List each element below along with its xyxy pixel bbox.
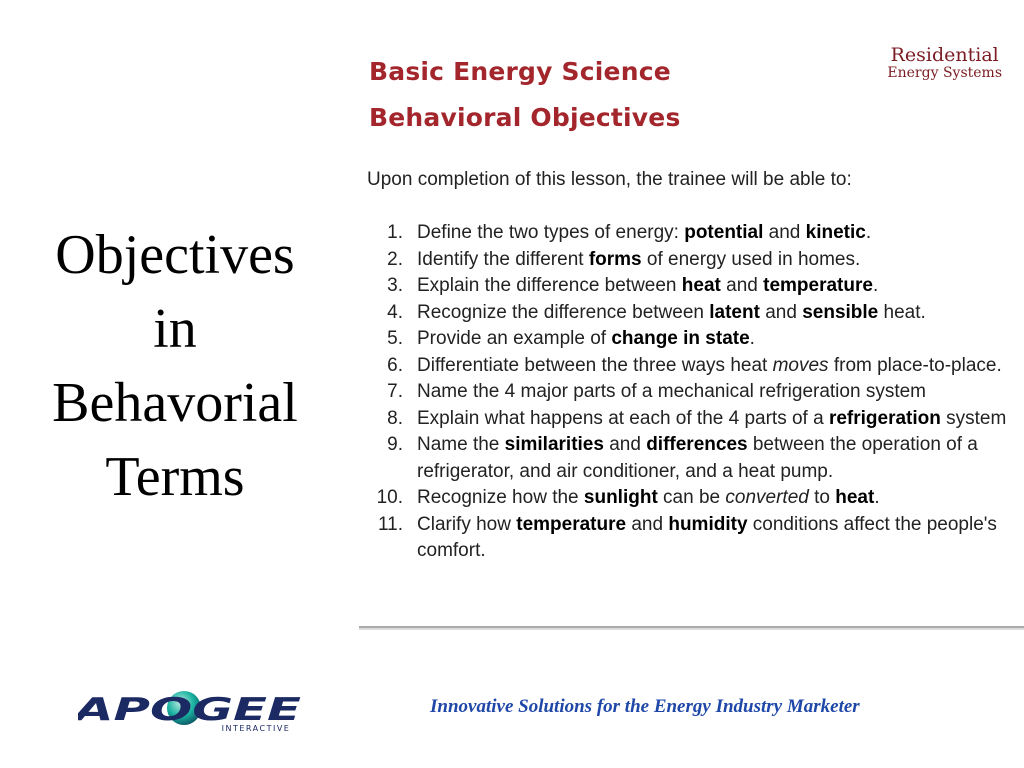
objective-item bbox=[359, 379, 1009, 406]
objective-keyword: differences bbox=[646, 434, 748, 455]
panel-divider-shadow bbox=[359, 628, 1024, 630]
intro-text: Upon completion of this lesson, the trainee will be able to: bbox=[367, 169, 852, 190]
slide-title-line: Behavorial bbox=[52, 372, 298, 434]
objective-number: 6. bbox=[387, 354, 403, 376]
objective-keyword: refrigeration bbox=[828, 407, 941, 429]
objective-text: between the operation of a refrigerator, and air conditioner, and a heat pump. bbox=[417, 434, 978, 482]
panel-title-line2: Behavioral Objectives bbox=[369, 103, 681, 132]
objective-text: and bbox=[763, 222, 806, 243]
objective-keyword: humidity bbox=[668, 513, 748, 535]
objective-item bbox=[359, 247, 1009, 274]
objective-number: 4. bbox=[387, 301, 403, 323]
slide-title-line: in bbox=[153, 298, 197, 360]
residential-energy-systems-logo bbox=[887, 46, 1002, 82]
objective-item bbox=[359, 406, 1009, 433]
objective-keyword: sunlight bbox=[583, 487, 658, 508]
objectives-list bbox=[359, 220, 1009, 565]
objective-item bbox=[359, 326, 1009, 353]
objective-text: . bbox=[872, 275, 879, 296]
objective-number: 3. bbox=[387, 275, 403, 296]
objective-text: . bbox=[865, 222, 872, 243]
objective-item bbox=[359, 485, 1009, 512]
objective-text: Identify the different bbox=[417, 248, 589, 270]
objective-number: 10. bbox=[376, 487, 403, 508]
objective-text: Recognize the difference between bbox=[417, 301, 710, 323]
logo-sub: INTERACTIVE bbox=[221, 724, 291, 733]
objective-text: and bbox=[720, 275, 764, 296]
objective-keyword: temperature bbox=[516, 513, 627, 535]
objective-text: Recognize how the bbox=[417, 487, 584, 508]
slide-title-line: Terms bbox=[105, 446, 245, 508]
objective-keyword: latent bbox=[709, 301, 760, 323]
objective-item bbox=[359, 273, 1009, 300]
objective-keyword: heat bbox=[835, 487, 875, 508]
objective-text: to bbox=[808, 487, 836, 508]
objective-text: and bbox=[603, 434, 647, 455]
objective-item bbox=[359, 432, 1009, 485]
objective-number: 7. bbox=[387, 381, 403, 402]
objective-text: Name the bbox=[417, 434, 505, 455]
slide-title bbox=[20, 218, 330, 514]
panel-title-line1: Basic Energy Science bbox=[369, 57, 671, 86]
objective-text: Provide an example of bbox=[417, 328, 612, 349]
objective-keyword: change in state bbox=[611, 328, 750, 349]
objective-item bbox=[359, 353, 1009, 380]
objective-number: 8. bbox=[387, 407, 403, 429]
objective-text: Differentiate between the three ways heat bbox=[417, 354, 773, 376]
objective-keyword: potential bbox=[684, 222, 764, 243]
objective-number: 2. bbox=[387, 248, 403, 270]
objective-text: Explain what happens at each of the 4 parts of a bbox=[417, 407, 829, 429]
objective-text: Clarify how bbox=[417, 513, 517, 535]
objective-keyword: heat bbox=[681, 275, 721, 296]
objective-number: 9. bbox=[387, 434, 403, 455]
objective-text: system bbox=[940, 407, 1007, 429]
apogee-logo bbox=[78, 688, 310, 739]
slide-title-line: Objectives bbox=[55, 224, 295, 286]
objective-text: . bbox=[874, 487, 880, 508]
objective-text: Define the two types of energy: bbox=[417, 222, 685, 243]
logo-text: APOGEE bbox=[78, 692, 301, 728]
objective-number: 5. bbox=[387, 328, 403, 349]
objective-text: Explain the difference between bbox=[417, 275, 682, 296]
objective-keyword: kinetic bbox=[805, 222, 866, 243]
objective-text: conditions affect the people's comfort. bbox=[417, 513, 997, 561]
objective-item bbox=[359, 300, 1009, 327]
objective-text: and bbox=[759, 301, 803, 323]
objective-text: Name the 4 major parts of a mechanical refrigeration system bbox=[417, 381, 926, 402]
objective-text: heat. bbox=[878, 301, 926, 323]
objective-text: of energy used in homes. bbox=[641, 248, 861, 270]
objective-item bbox=[359, 512, 1009, 565]
objective-item bbox=[359, 220, 1009, 247]
objective-keyword: sensible bbox=[802, 301, 879, 323]
objective-text: . bbox=[749, 328, 755, 349]
objective-text: can be bbox=[657, 487, 726, 508]
tagline: Innovative Solutions for the Energy Industry Marketer bbox=[430, 696, 860, 717]
objective-keyword: forms bbox=[588, 248, 642, 270]
brand-line2: Energy Systems bbox=[887, 65, 1002, 81]
apogee-logo-graphic bbox=[78, 688, 310, 734]
objective-text: and bbox=[626, 513, 669, 535]
objective-keyword: temperature bbox=[763, 275, 873, 296]
objective-emphasis: moves bbox=[772, 354, 829, 376]
objectives-panel bbox=[359, 40, 1024, 630]
objective-keyword: similarities bbox=[504, 434, 604, 455]
objective-text: from place-to-place. bbox=[828, 354, 1002, 376]
objective-emphasis: converted bbox=[725, 487, 809, 508]
objective-number: 11. bbox=[377, 513, 403, 535]
objective-number: 1. bbox=[387, 222, 403, 243]
brand-line1: Residential bbox=[890, 44, 999, 66]
